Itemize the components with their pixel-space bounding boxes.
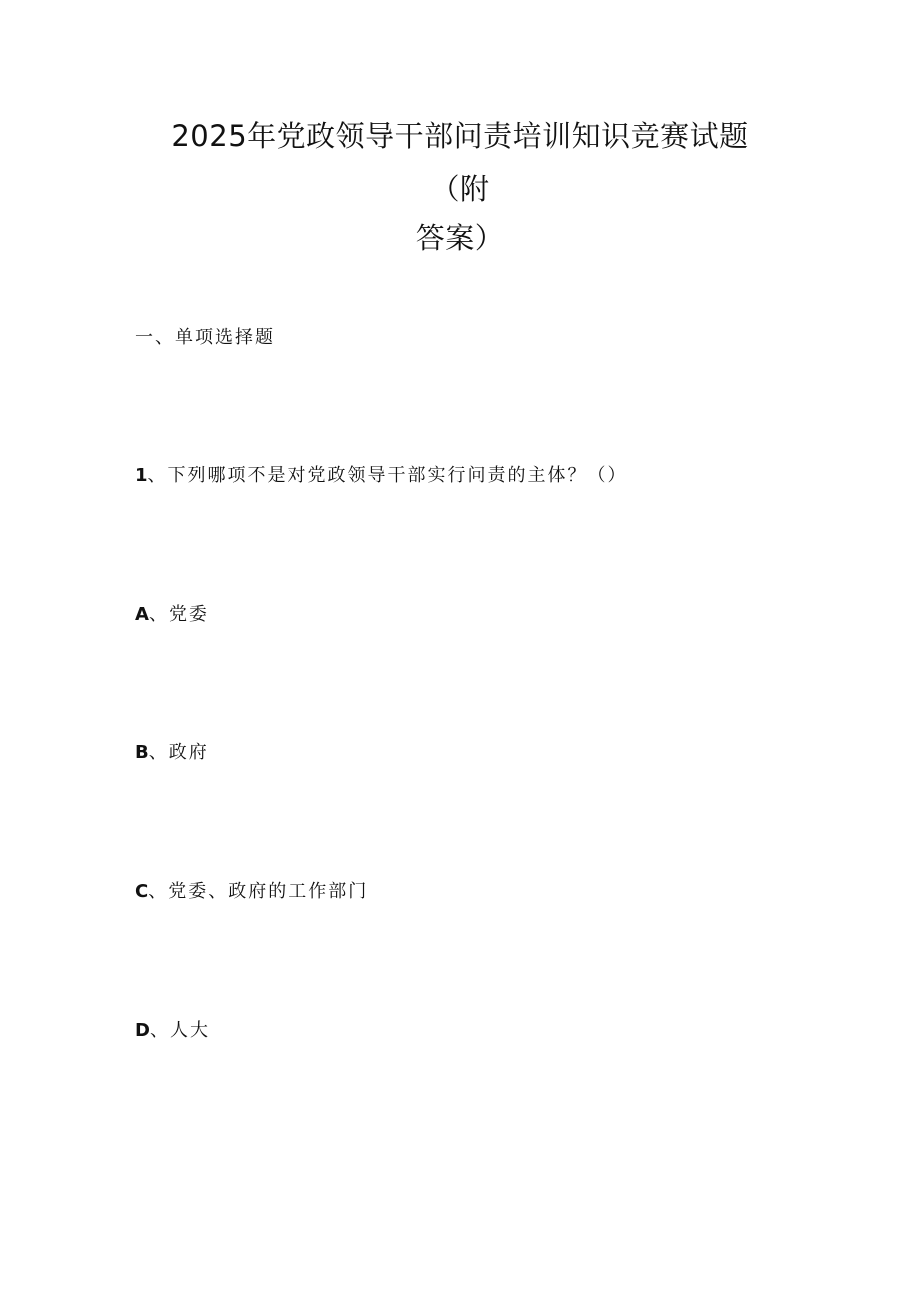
option-separator: 、 xyxy=(148,604,169,625)
document-title-line-1: 2025年党政领导干部问责培训知识竞赛试题 xyxy=(171,119,749,153)
option-b xyxy=(135,741,209,765)
option-separator: 、 xyxy=(148,881,169,902)
question-text: 下列哪项不是对党政领导干部实行问责的主体？（） xyxy=(167,465,628,486)
option-a xyxy=(135,603,209,627)
option-separator: 、 xyxy=(148,742,169,763)
option-text: 人大 xyxy=(169,1020,210,1041)
section-heading: 一、单项选择题 xyxy=(135,327,275,348)
option-letter: C xyxy=(135,881,149,902)
question-1 xyxy=(135,464,628,488)
option-separator: 、 xyxy=(149,1020,170,1041)
document-title-line-3: 答案） xyxy=(415,221,505,255)
option-letter: B xyxy=(135,742,149,763)
option-letter: D xyxy=(135,1020,150,1041)
option-letter: A xyxy=(135,604,149,625)
question-separator: 、 xyxy=(147,465,168,486)
option-text: 政府 xyxy=(168,742,209,763)
option-text: 党委、政府的工作部门 xyxy=(168,881,369,902)
document-title-line-2: （附 xyxy=(430,172,490,206)
option-text: 党委 xyxy=(168,604,209,625)
option-d xyxy=(135,1019,210,1043)
question-number: 1 xyxy=(135,465,148,486)
option-c xyxy=(135,880,368,904)
